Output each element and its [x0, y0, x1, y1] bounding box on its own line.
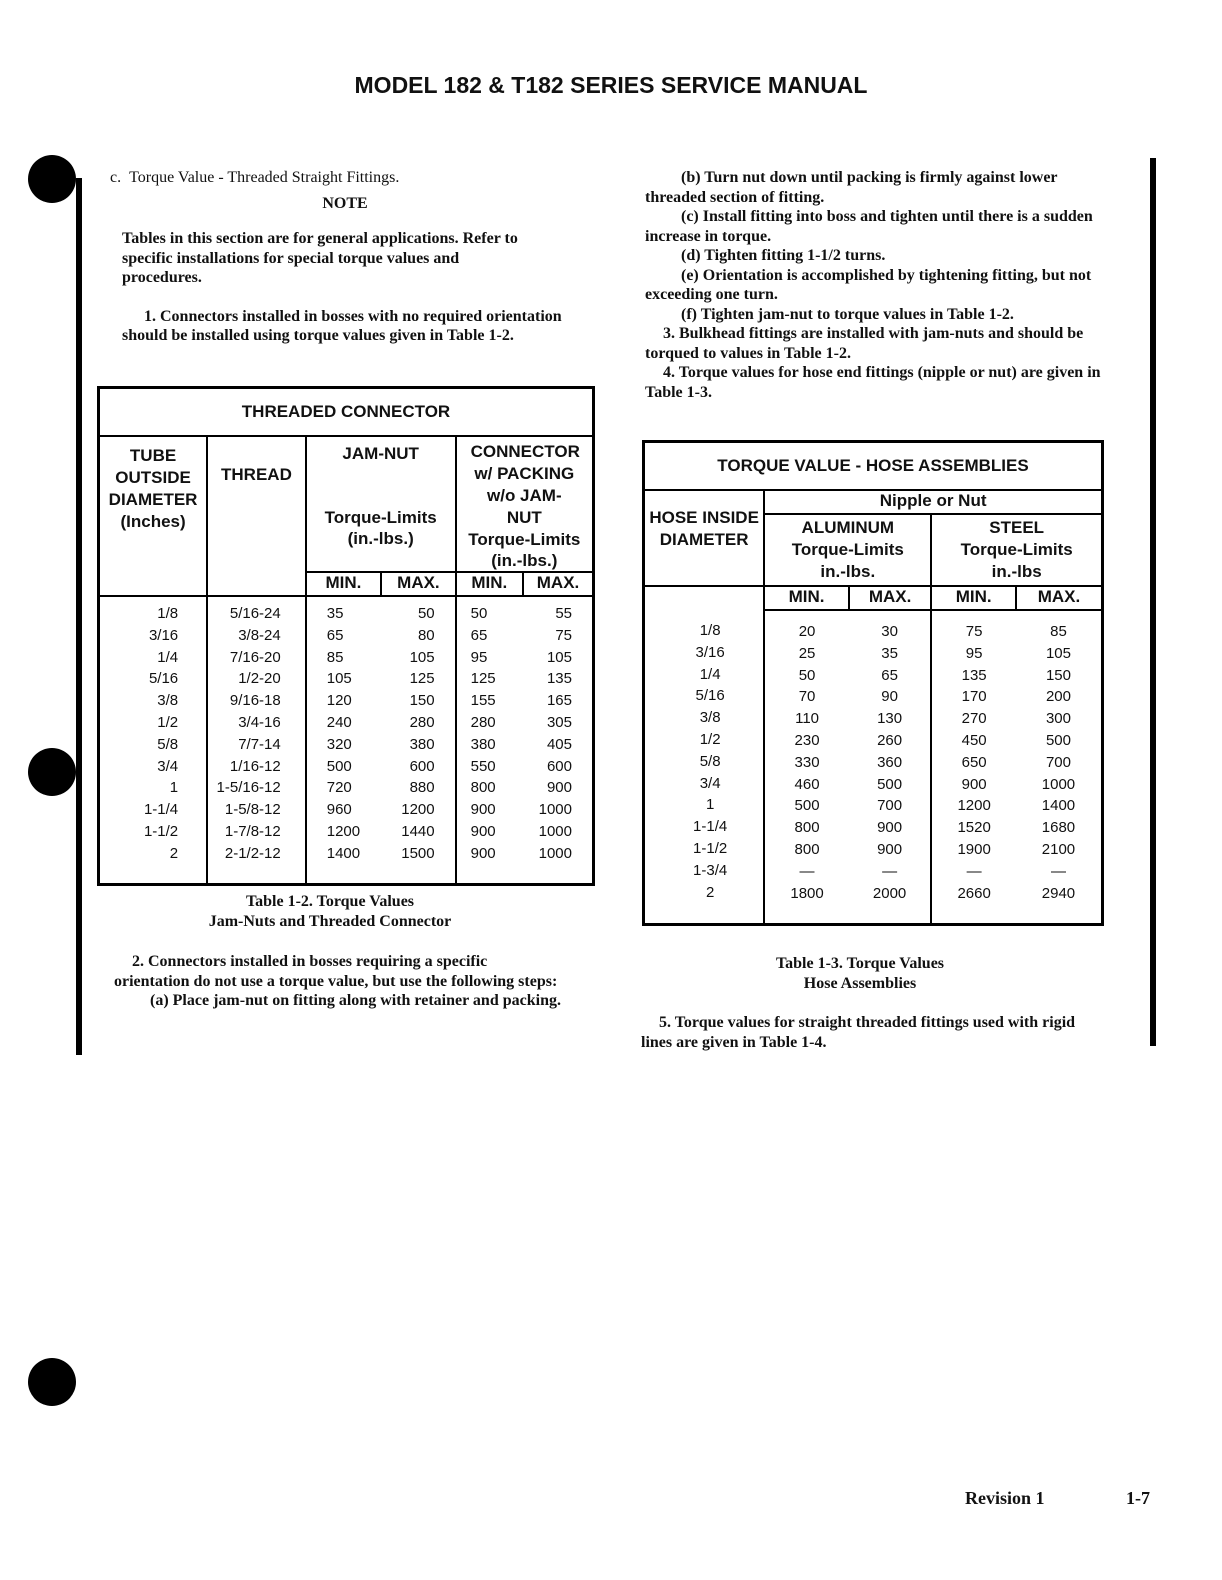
- paragraph-5: 5. Torque values for straight threaded fittings used with rigid lines are given in Table 1-4.: [641, 1014, 1076, 1051]
- al-min-header: MIN.: [764, 586, 849, 610]
- aluminum-torque: Torque-Limits in.-lbs.: [791, 540, 904, 581]
- al-max-values: 30 35 65 90 130 260 360 500 700 900 900 — 2000: [849, 610, 932, 925]
- table-title: TORQUE VALUE - HOSE ASSEMBLIES: [644, 442, 1103, 491]
- left-column-bottom: [114, 952, 564, 1011]
- conn-min-header: MIN.: [456, 572, 523, 596]
- section-heading: c. Torque Value - Threaded Straight Fittings.: [110, 169, 400, 186]
- step-e: (e) Orientation is accomplished by tightening fitting, but not exceeding one turn.: [645, 266, 1092, 303]
- step-d: (d) Tighten fitting 1-1/2 turns.: [681, 247, 886, 264]
- st-min-values: 75 95 135 170 270 450 650 900 1200 1520 1900 — 2660: [957, 623, 991, 902]
- st-max-values: 85 105 150 200 300 500 700 1000 1400 1680 2100 — 2940: [1041, 623, 1076, 902]
- page-number: 1-7: [1126, 1488, 1150, 1508]
- conn-max-values: 55 75 105 135 165 305 405 600 900 1000 1000 1000: [538, 605, 572, 862]
- caption-line-2: Hose Assemblies: [803, 975, 917, 992]
- al-min-values: 20 25 50 70 110 230 330 460 500 800 800 — 1800: [790, 623, 824, 902]
- table-hose-assemblies: [642, 440, 1104, 926]
- right-column-top: [645, 168, 1105, 402]
- header-aluminum: [764, 514, 931, 586]
- jam-nut-torque: Torque-Limits (in.-lbs.): [324, 508, 437, 548]
- right-column-bottom: [641, 1013, 1101, 1052]
- change-bar-right: [1150, 158, 1156, 1046]
- conn-max-header: MAX.: [523, 572, 593, 596]
- binder-hole-top: [28, 155, 76, 203]
- step-f: (f) Tighten jam-nut to torque values in Table 1-2.: [681, 305, 1014, 323]
- jam-min-values: 35 65 85 105 120 240 320 500 720 960 1200 1400: [326, 605, 361, 862]
- change-bar-left: [76, 178, 82, 1055]
- st-min-header: MIN.: [931, 586, 1016, 610]
- table-1-2-caption: [100, 892, 560, 932]
- binder-hole-bottom: [28, 1358, 76, 1406]
- al-max-header: MAX.: [849, 586, 932, 610]
- revision-label: Revision 1: [965, 1488, 1045, 1508]
- paragraph-4: 4. Torque values for hose end fittings (nipple or nut) are given in Table 1-3.: [645, 364, 1101, 401]
- step-a: (a) Place jam-nut on fitting along with retainer and packing.: [150, 992, 561, 1009]
- step-b: (b) Turn nut down until packing is firmly against lower threaded section of fitting.: [645, 169, 1058, 206]
- jam-min-header: MIN.: [306, 572, 381, 596]
- steel-torque: Torque-Limits in.-lbs: [960, 540, 1073, 581]
- connector-torque: Torque-Limits (in.-lbs.): [468, 530, 581, 570]
- header-nipple-nut: Nipple or Nut: [764, 490, 1102, 514]
- paragraph-3: 3. Bulkhead fittings are installed with jam-nuts and should be torqued to values in Table 1-2.: [645, 325, 1084, 362]
- caption-line-1: Table 1-2. Torque Values: [245, 893, 415, 910]
- header-thread: THREAD: [207, 436, 306, 572]
- page-title: MODEL 182 & T182 SERIES SERVICE MANUAL: [354, 72, 868, 98]
- header-connector: [456, 436, 594, 572]
- aluminum-label: ALUMINUM: [801, 518, 895, 537]
- header-jam-nut: [306, 436, 456, 572]
- table-threaded-connector: [97, 386, 595, 886]
- hose-id-values: 1/8 3/16 1/4 5/16 3/8 1/2 5/8 3/4 1 1-1/4 1-1/2 1-3/4 2: [644, 610, 765, 925]
- binder-hole-middle: [28, 748, 76, 796]
- note-text: Tables in this section are for general applications. Refer to specific installations for special torque values and procedures.: [122, 230, 518, 286]
- st-max-header: MAX.: [1016, 586, 1103, 610]
- table-1-3-caption: [645, 954, 1075, 994]
- header-hose-id: HOSE INSIDE DIAMETER: [644, 490, 765, 586]
- table-title: THREADED CONNECTOR: [99, 388, 594, 437]
- caption-line-2: Jam-Nuts and Threaded Connector: [208, 913, 452, 930]
- note-title: NOTE: [322, 194, 368, 212]
- tube-od-values: 1/8 3/16 1/4 5/16 3/8 1/2 5/8 3/4 1 1-1/4 1-1/2 2: [99, 596, 208, 885]
- jam-nut-label: JAM-NUT: [342, 444, 419, 463]
- caption-line-1: Table 1-3. Torque Values: [775, 955, 945, 972]
- conn-min-values: 50 65 95 125 155 280 380 550 800 900 900 900: [470, 605, 496, 862]
- header-steel: [931, 514, 1102, 586]
- header-tube-od: TUBE OUTSIDE DIAMETER (Inches): [99, 436, 208, 572]
- jam-max-values: 50 80 105 125 150 280 380 600 880 1200 1440 1500: [381, 596, 455, 885]
- thread-values: 5/16-24 3/8-24 7/16-20 1/2-20 9/16-18 3/4-16 7/7-14 1/16-12 1-5/16-12 1-5/8-12 1-7/8-12 2-1/2-12: [207, 596, 306, 885]
- step-c: (c) Install fitting into boss and tighten until there is a sudden increase in torque.: [645, 208, 1093, 245]
- steel-label: STEEL: [989, 518, 1045, 537]
- paragraph-1: 1. Connectors installed in bosses with no required orientation should be installed using torque values given in Table 1-2.: [122, 307, 562, 344]
- jam-max-header: MAX.: [381, 572, 455, 596]
- paragraph-2: 2. Connectors installed in bosses requiring a specific orientation do not use a torque value, but use the following steps:: [114, 953, 558, 990]
- left-column-top: [110, 168, 580, 346]
- connector-label: CONNECTOR w/ PACKING w/o JAM-NUT: [470, 442, 580, 527]
